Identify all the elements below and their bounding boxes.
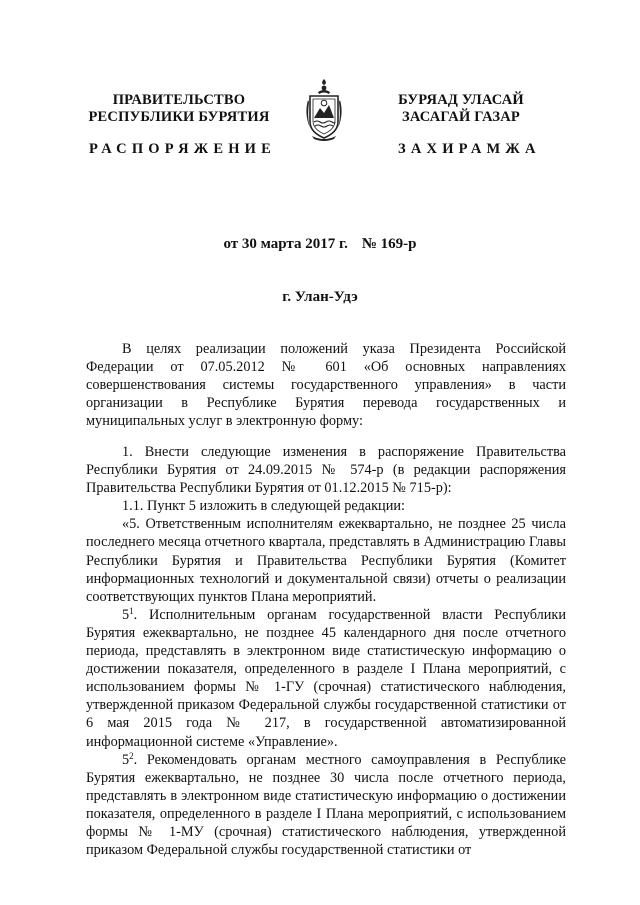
item-5: «5. Ответственным исполнителям ежеквартально, не позднее 25 числа последнего месяца отчетного квартала, представлять в Администрацию Главы Республики Бурятия и Правительства Республики Бурятия (Комитет информационных технологий и документальной связи) отчеты о реализации соответствующих пунктов Плана мероприятий. bbox=[86, 516, 566, 605]
preamble-paragraph: В целях реализации положений указа Президента Российской Федерации от 07.05.2012 № 601 «Об основных направлениях совершенствования системы государственного управления» в части организации в Республике Бурятия перевода государственных и муниципальных услуг в электронную форму: bbox=[86, 341, 566, 430]
government-name-russian bbox=[84, 92, 274, 126]
item-5-1 bbox=[86, 606, 566, 751]
item-1-1: 1.1. Пункт 5 изложить в следующей редакции: bbox=[122, 498, 405, 515]
item-5-2-superscript: 2 bbox=[129, 750, 134, 761]
item-5-1-number: 5 bbox=[122, 606, 130, 623]
preamble bbox=[86, 340, 566, 430]
date-number-line bbox=[0, 236, 640, 253]
doc-type-buryat: ЗАХИРАМЖА bbox=[398, 141, 541, 157]
item-5-2-text: . Рекомендовать органам местного самоуправления в Республике Бурятия ежеквартально, не позднее 30 числа после отчетного периода, представлять в электронном виде статистическую информацию о достижении показателя, определенного в разделе I Плана мероприятий, с использованием формы № 1-МУ (срочная) статистического наблюдения, утвержденной приказом Федеральной службы государственной статистики от bbox=[86, 751, 566, 859]
gov-name-line-1: ПРАВИТЕЛЬСТВО bbox=[112, 92, 246, 108]
item-5-1-superscript: 1 bbox=[129, 605, 134, 616]
document-number: № 169-р bbox=[361, 236, 417, 252]
city: г. Улан-Удэ bbox=[282, 289, 358, 305]
coat-of-arms-of-buryatia-icon bbox=[300, 78, 348, 142]
document-date: от 30 марта 2017 г. bbox=[223, 236, 348, 252]
item-5-2 bbox=[86, 751, 566, 860]
item-1: 1. Внести следующие изменения в распоряжение Правительства Республики Бурятия от 24.09.2015 № 574-р (в редакции распоряжения Правительства Республики Бурятия от 01.12.2015 № 715-р): bbox=[86, 444, 566, 497]
document-body bbox=[86, 443, 566, 859]
item-5-1-text: . Исполнительным органам государственной власти Республики Бурятия ежеквартально, не позднее 45 календарного дня после отчетного периода, представлять в электронном виде статистическую информацию о достижении показателя, определенного в разделе I Плана мероприятий, с использованием формы № 1-ГУ (срочная) статистического наблюдения, утвержденной приказом Федеральной службы государственной статистики от 6 мая 2015 года № 217, в государственной автоматизированной информационной системе «Управление». bbox=[86, 606, 566, 750]
gov-name-buryat-line-2: ЗАСАГАЙ ГАЗАР bbox=[402, 109, 520, 125]
gov-name-line-2: РЕСПУБЛИКИ БУРЯТИЯ bbox=[88, 109, 270, 125]
item-5-2-number: 5 bbox=[122, 751, 130, 768]
doc-type-russian: РАСПОРЯЖЕНИЕ bbox=[89, 141, 277, 157]
gov-name-buryat-line-1: БУРЯАД УЛАСАЙ bbox=[398, 92, 524, 108]
government-name-buryat bbox=[366, 92, 556, 126]
